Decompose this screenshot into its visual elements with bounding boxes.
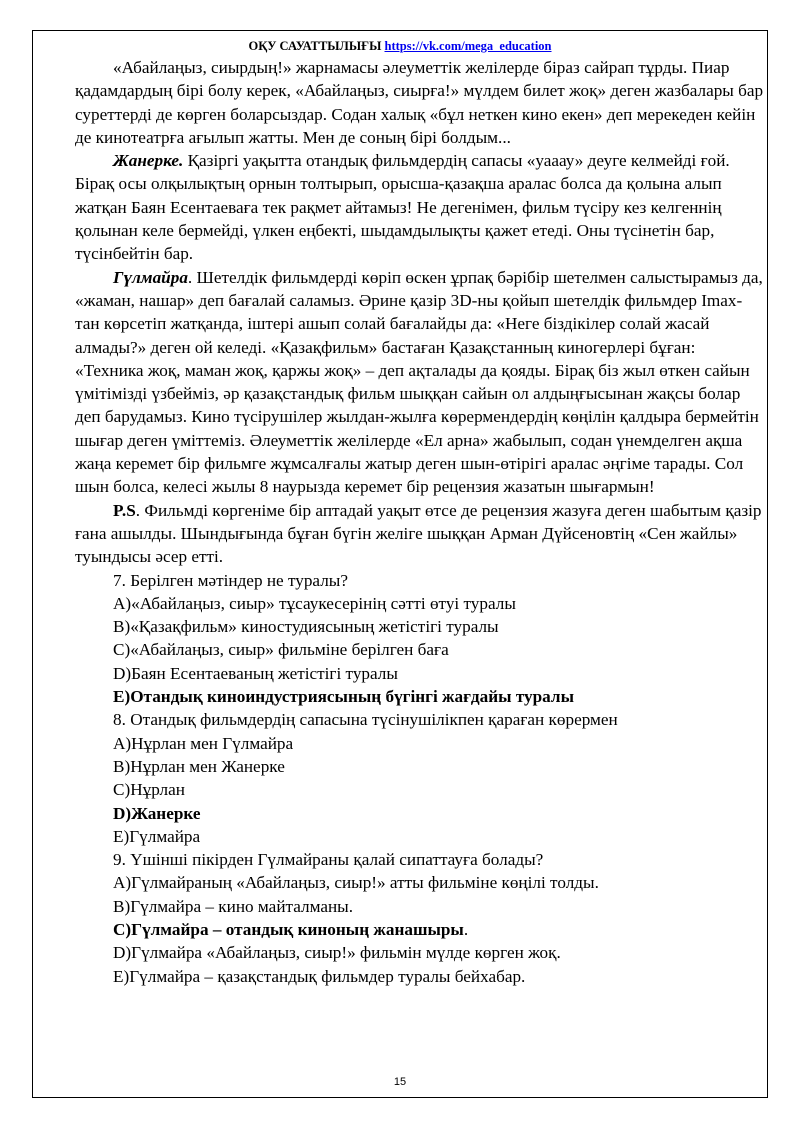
- option-7d: D)Баян Есентаеваның жетістігі туралы: [113, 663, 398, 683]
- paragraph-ps: [75, 499, 765, 569]
- page-header: [33, 38, 767, 54]
- paragraph-zhanerke: [75, 149, 765, 265]
- option-9c-line: [75, 918, 765, 941]
- page-content: [75, 56, 765, 988]
- option-9a: A)Гүлмайраның «Абайлаңыз, сиыр!» атты фильміне көңілі толды.: [113, 873, 599, 893]
- option-7c: C)«Абайлаңыз, сиыр» фильміне берілген баға: [113, 640, 449, 660]
- speaker-text-gulmaira: . Шетелдік фильмдерді көріп өскен ұрпақ бәрібір шетелмен салыстырамыз да, «жаман, нашар» деп бағалай саламыз. Әрине қазір 3D-ны қойып шетелдік фильмдер Imax-тан көрсетіп жатқанда, іштері ашып солай бағалайды да: «Неге біздікілер солай жасай алмады?» деген ой келеді. «Қазақфильм» бастаған Қазақстанның киногерлері бұған: «Техника жоқ, маман жоқ, қаржы жоқ» – деп ақталады да қояды. Бірақ біз жыл өткен сайын үмітімізді үзбейміз, әр қазақстандық фильм шыққан сайын ол алдыңғысынан жақсы болар деп барудамыз. Кино түсірушілер жылдан-жылға көрермендердің көңілін қалдыра бермейтін шығар деген үміттеміз. Әлеуметтік желілерде «Ел арна» жабылып, содан үнемделген ақша жаңа керемет бір фильмге жұмсалғалы жатыр деген шын-өтірігі аралас әңгіме тарады. Сол шын болса, келесі жылы 8 наурызда керемет бір рецензия жазатын шығармын!: [75, 267, 763, 497]
- option-8b: B)Нұрлан мен Жанерке: [113, 756, 285, 776]
- speaker-name-zhanerke: Жанерке.: [113, 151, 184, 171]
- option-8d-answer: D)Жанерке: [113, 803, 201, 823]
- option-8e: E)Гүлмайра: [113, 826, 201, 846]
- option-7a: A)«Абайлаңыз, сиыр» тұсаукесерінің сәтті өтуі туралы: [113, 593, 516, 613]
- question-9: 9. Үшінші пікірден Гүлмайраны қалай сипаттауға болады?: [113, 850, 544, 870]
- paragraph-intro: «Абайлаңыз, сиырдың!» жарнамасы әлеуметтік желілерде біраз сайрап тұрды. Пиар қадамдардың бірі болу керек, «Абайлаңыз, сиырға!» мүлдем билет жоқ» деген жазбалары бар суреттерді де көрген боларсыздар. Содан халық «бұл неткен кино екен» деп мерекеден кейін де кинотеатрға ағылып жатты. Мен де соның бірі болдым...: [75, 58, 764, 147]
- speaker-name-gulmaira: Гүлмайра: [113, 267, 188, 287]
- option-7e-answer: E)Отандық киноиндустриясының бүгінгі жағдайы туралы: [113, 687, 574, 707]
- question-7: 7. Берілген мәтіндер не туралы?: [113, 570, 348, 590]
- paragraph-gulmaira: [75, 266, 765, 499]
- option-9c-suffix: .: [463, 919, 469, 939]
- option-8a: A)Нұрлан мен Гүлмайра: [113, 733, 294, 753]
- header-title: ОҚУ САУАТТЫЛЫҒЫ: [248, 39, 382, 53]
- question-8: 8. Отандық фильмдердің сапасына түсінушілікпен қараған көрермен: [113, 710, 618, 730]
- option-8c: C)Нұрлан: [113, 780, 185, 800]
- ps-text: . Фильмді көргеніме бір аптадай уақыт өтсе де рецензия жазуға деген шабытым қазір ғана ашылды. Шындығында бұған бүгін желіге шыққан Арман Дүйсеновтің «Сен жайлы» туындысы әсер етті.: [75, 500, 762, 567]
- page-number: 15: [393, 1076, 407, 1088]
- option-9e: E)Гүлмайра – қазақстандық фильмдер туралы бейхабар.: [113, 966, 526, 986]
- speaker-text-zhanerke: Қазіргі уақытта отандық фильмдердің сапасы «уааау» деуге келмейді ғой. Бірақ осы олқылықтың орнын толтырып, орысша-қазақша аралас болса да қолына алып жатқан Баян Есентаеваға тек рақмет айтамыз! Не дегенімен, фильм түсіру кез келгеннің қолынан келе бермейді, үлкен еңбекті, шыдамдылықты қажет етеді. Оны түсінетін бар, түсінбейтін бар.: [75, 151, 730, 264]
- header-link[interactable]: https://vk.com/mega_education: [384, 39, 552, 53]
- option-9b: B)Гүлмайра – кино майталманы.: [113, 896, 354, 916]
- option-9d: D)Гүлмайра «Абайлаңыз, сиыр!» фильмін мүлде көрген жоқ.: [113, 943, 561, 963]
- page-frame: [32, 30, 768, 1098]
- option-7b: B)«Қазақфильм» киностудиясының жетістігі туралы: [113, 617, 499, 637]
- ps-label: P.S: [113, 500, 136, 520]
- option-9c-answer: C)Гүлмайра – отандық киноның жанашыры: [113, 919, 464, 939]
